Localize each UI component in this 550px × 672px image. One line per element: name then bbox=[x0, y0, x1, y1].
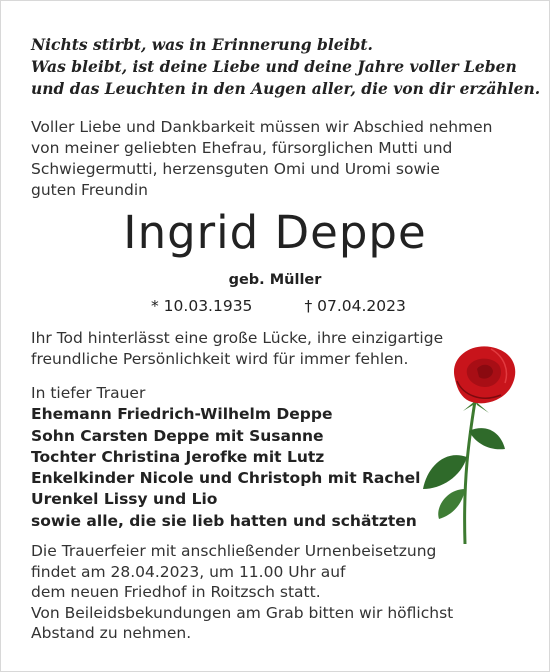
ceremony-line: dem neuen Friedhof in Roitzsch statt. bbox=[31, 583, 321, 601]
tribute-line: freundliche Persönlichkeit wird für immer fehlen. bbox=[31, 350, 409, 368]
farewell-intro bbox=[31, 117, 493, 201]
intro-line: guten Freundin bbox=[31, 181, 148, 199]
ceremony-line: Abstand zu nehmen. bbox=[31, 624, 192, 642]
ceremony-line: Die Trauerfeier mit anschließender Urnenbeisetzung bbox=[31, 542, 437, 560]
tribute-line: Ihr Tod hinterlässt eine große Lücke, ihre einzigartige bbox=[31, 329, 444, 347]
rose-stem bbox=[465, 401, 475, 544]
quote-line: Nichts stirbt, was in Erinnerung bleibt. bbox=[31, 35, 373, 54]
deceased-name: Ingrid Deppe bbox=[123, 206, 427, 259]
mourners-list bbox=[31, 383, 420, 532]
quote-line: und das Leuchten in den Augen aller, die von dir erzählen. bbox=[31, 79, 541, 98]
ceremony-info bbox=[31, 541, 453, 644]
intro-line: Schwiegermutti, herzensguten Omi und Uromi sowie bbox=[31, 160, 440, 178]
birth-date: * 10.03.1935 bbox=[151, 297, 253, 315]
rose-leaf bbox=[469, 428, 505, 449]
mourners-lead: In tiefer Trauer bbox=[31, 384, 146, 402]
ceremony-line: findet am 28.04.2023, um 11.00 Uhr auf bbox=[31, 562, 346, 581]
rose-leaf bbox=[423, 455, 467, 489]
quote-line: Was bleibt, ist deine Liebe und deine Jahre voller Leben bbox=[31, 57, 517, 76]
rose-leaf bbox=[438, 489, 465, 519]
ceremony-line: Von Beileidsbekundungen am Grab bitten wir höflichst bbox=[31, 603, 454, 622]
intro-line: von meiner geliebten Ehefrau, fürsorglichen Mutti und bbox=[31, 139, 453, 157]
mourner: sowie alle, die sie lieb hatten und schätzten bbox=[31, 511, 417, 530]
mourner: Ehemann Friedrich-Wilhelm Deppe bbox=[31, 405, 333, 424]
death-date: † 07.04.2023 bbox=[304, 297, 406, 315]
memorial-quote bbox=[31, 34, 540, 100]
birth-name: geb. Müller bbox=[228, 272, 322, 288]
rose-image bbox=[405, 339, 535, 554]
life-dates bbox=[151, 297, 406, 315]
mourner: Sohn Carsten Deppe mit Susanne bbox=[31, 426, 324, 445]
mourner: Enkelkinder Nicole und Christoph mit Rachel bbox=[31, 469, 421, 488]
tribute-text bbox=[31, 328, 443, 370]
intro-line: Voller Liebe und Dankbarkeit müssen wir Abschied nehmen bbox=[31, 118, 493, 136]
mourner: Urenkel Lissy und Lio bbox=[31, 490, 218, 509]
mourner: Tochter Christina Jerofke mit Lutz bbox=[31, 447, 325, 466]
